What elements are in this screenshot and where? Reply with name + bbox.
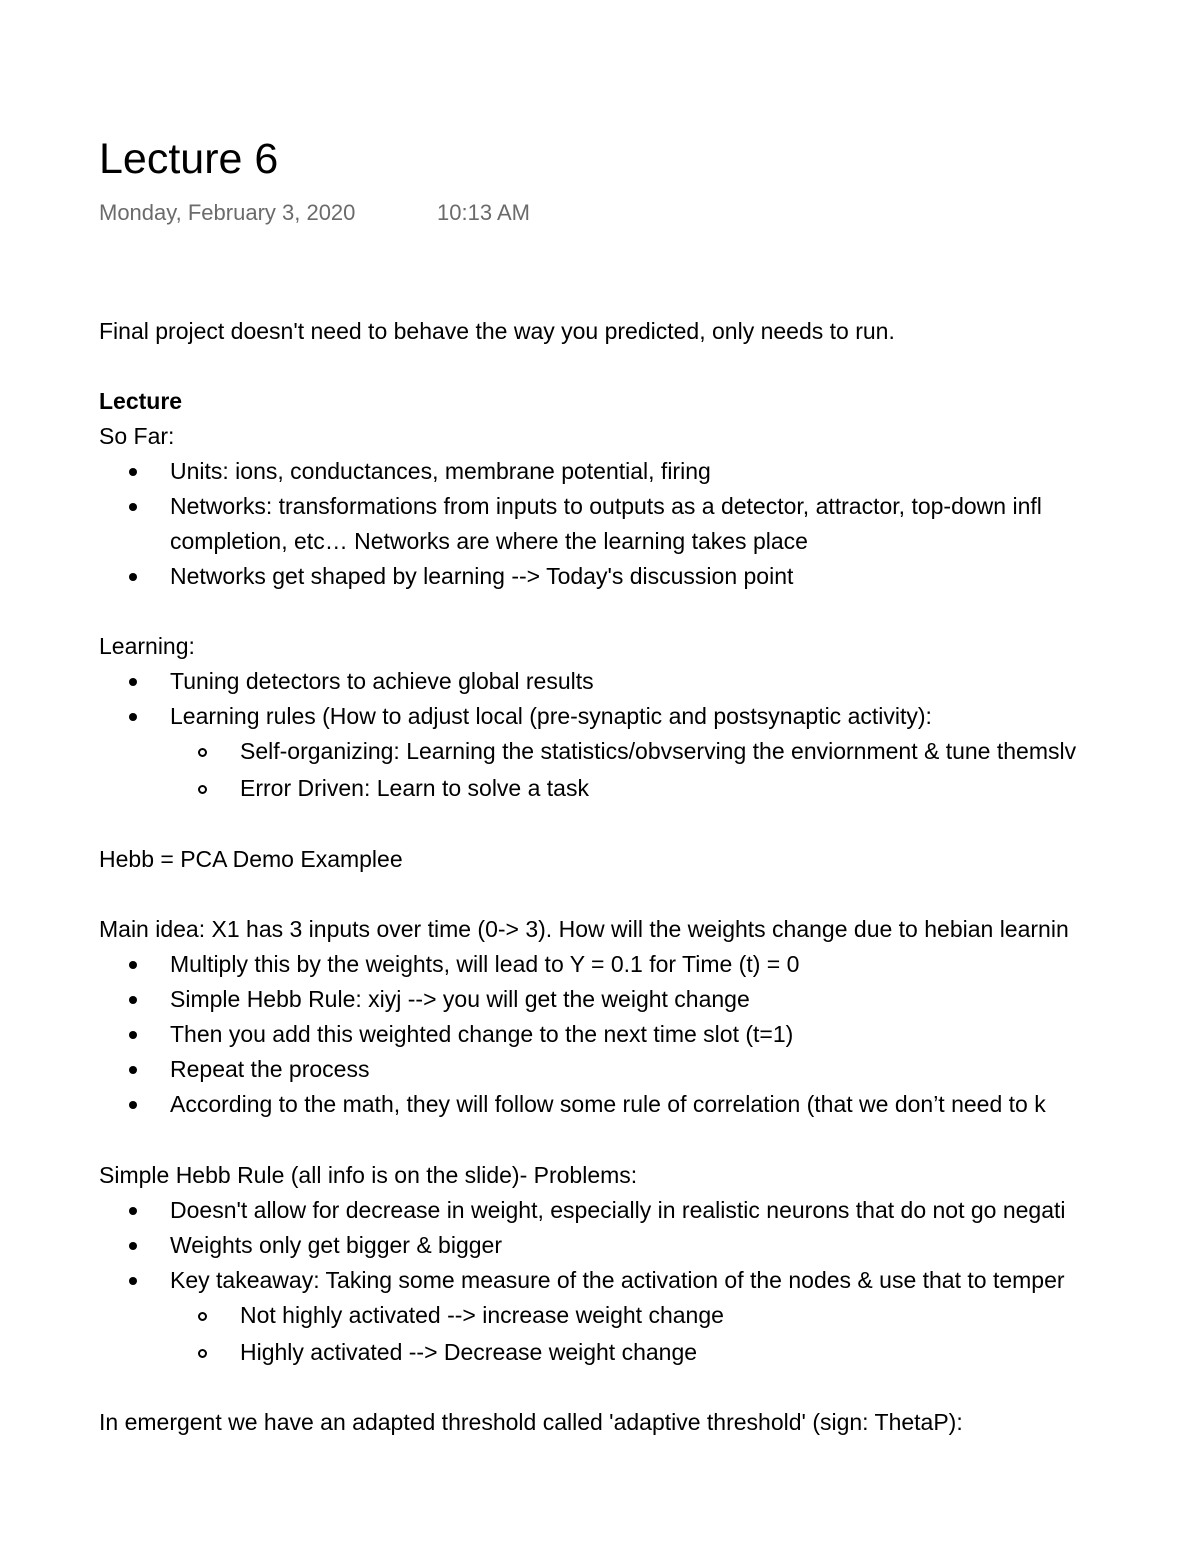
bullet-icon: [129, 996, 137, 1004]
sub-bullet-icon: [198, 748, 207, 757]
page-date-time: [99, 198, 530, 228]
problems-item: Key takeaway: Taking some measure of the activation of the nodes & use that to temper: [170, 1267, 1065, 1293]
learning-subitem: Self-organizing: Learning the statistics/obvserving the enviornment & tune themslv: [240, 738, 1077, 764]
so-far-item: Networks get shaped by learning --> Today's discussion point: [170, 563, 794, 589]
bullet-icon: [129, 1207, 137, 1215]
emergent-text: In emergent we have an adapted threshold called 'adaptive threshold' (sign: ThetaP):: [99, 1409, 963, 1435]
bullet-icon: [129, 678, 137, 686]
so-far-item: Units: ions, conductances, membrane potential, firing: [170, 458, 711, 484]
so-far-item-continued: completion, etc… Networks are where the learning takes place: [170, 528, 808, 554]
intro-text: Final project doesn't need to behave the way you predicted, only needs to run.: [99, 318, 895, 344]
bullet-icon: [129, 1242, 137, 1250]
main-idea-item: According to the math, they will follow some rule of correlation (that we don’t need to k: [170, 1091, 1046, 1117]
bullet-icon: [129, 503, 137, 511]
so-far-item: Networks: transformations from inputs to outputs as a detector, attractor, top-down infl: [170, 493, 1042, 519]
bullet-icon: [129, 573, 137, 581]
main-idea-label: Main idea: X1 has 3 inputs over time (0-> 3). How will the weights change due to hebian learnin: [99, 916, 1069, 942]
bullet-icon: [129, 1277, 137, 1285]
sub-bullet-icon: [198, 1349, 207, 1358]
main-idea-item: Then you add this weighted change to the next time slot (t=1): [170, 1021, 794, 1047]
learning-subitem: Error Driven: Learn to solve a task: [240, 775, 589, 801]
bullet-icon: [129, 1066, 137, 1074]
problems-label: Simple Hebb Rule (all info is on the slide)- Problems:: [99, 1162, 638, 1188]
sub-bullet-icon: [198, 785, 207, 794]
main-idea-item: Repeat the process: [170, 1056, 370, 1082]
main-idea-item: Multiply this by the weights, will lead to Y = 0.1 for Time (t) = 0: [170, 951, 800, 977]
problems-item: Weights only get bigger & bigger: [170, 1232, 502, 1258]
bullet-icon: [129, 713, 137, 721]
problems-item: Doesn't allow for decrease in weight, especially in realistic neurons that do not go negati: [170, 1197, 1066, 1223]
page-title: Lecture 6: [99, 135, 279, 183]
bullet-icon: [129, 468, 137, 476]
learning-label: Learning:: [99, 633, 195, 659]
bullet-icon: [129, 1101, 137, 1109]
problems-subitem: Highly activated --> Decrease weight change: [240, 1339, 698, 1365]
bullet-icon: [129, 1031, 137, 1039]
page-time: 10:13 AM: [437, 200, 530, 225]
learning-item: Tuning detectors to achieve global results: [170, 668, 594, 694]
so-far-label: So Far:: [99, 423, 175, 449]
bullet-icon: [129, 961, 137, 969]
lecture-heading: Lecture: [99, 388, 183, 414]
hebb-demo-text: Hebb = PCA Demo Examplee: [99, 846, 403, 872]
sub-bullet-icon: [198, 1312, 207, 1321]
problems-subitem: Not highly activated --> increase weight change: [240, 1302, 724, 1328]
main-idea-item: Simple Hebb Rule: xiyj --> you will get the weight change: [170, 986, 750, 1012]
page-date: Monday, February 3, 2020: [99, 200, 356, 225]
learning-item: Learning rules (How to adjust local (pre-synaptic and postsynaptic activity):: [170, 703, 932, 729]
